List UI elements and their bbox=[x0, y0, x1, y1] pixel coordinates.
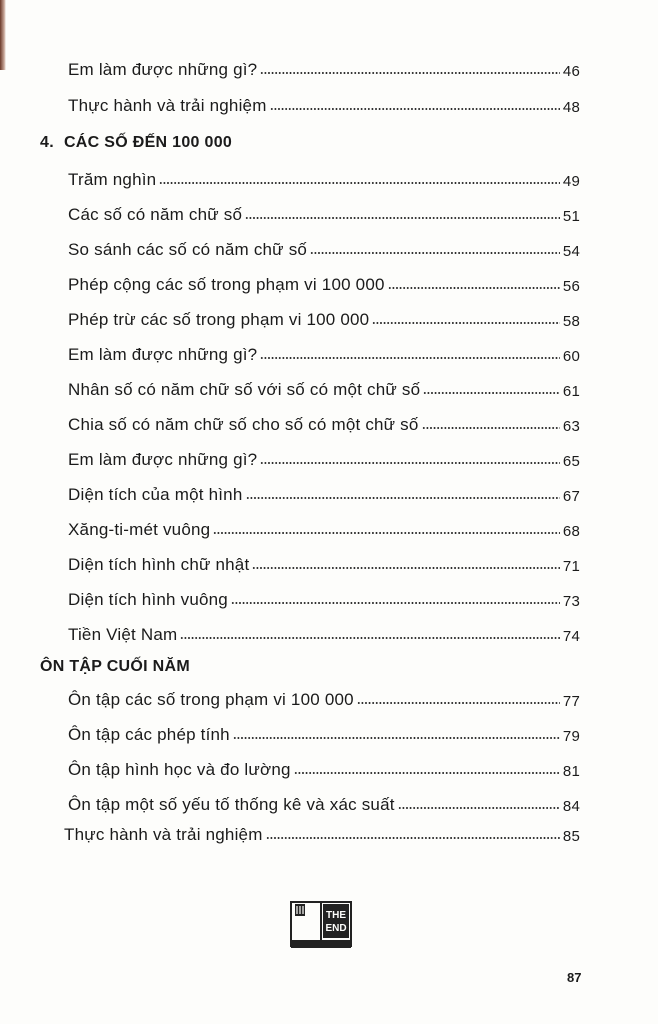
toc-entry-page: 79 bbox=[562, 728, 580, 745]
toc-entry-title: Em làm được những gì? bbox=[68, 345, 258, 364]
toc-entry-page: 67 bbox=[562, 488, 580, 505]
toc-entry[interactable] bbox=[68, 754, 580, 780]
section-title: CÁC SỐ ĐẾN 100 000 bbox=[63, 134, 233, 151]
toc-entry[interactable] bbox=[68, 789, 580, 815]
toc-entry-page: 61 bbox=[562, 383, 580, 400]
dot-leader bbox=[266, 836, 560, 840]
toc-entry-page: 54 bbox=[562, 243, 580, 260]
toc-entry-page: 48 bbox=[562, 99, 580, 116]
toc-entry[interactable] bbox=[68, 90, 580, 116]
toc-entry-page: 56 bbox=[562, 278, 580, 295]
toc-entry-title: Em làm được những gì? bbox=[68, 450, 258, 469]
toc-entry-title: Thực hành và trải nghiệm bbox=[68, 96, 267, 115]
toc-entry[interactable] bbox=[68, 304, 580, 330]
toc-entry-page: 46 bbox=[562, 63, 580, 80]
toc-entry[interactable] bbox=[68, 269, 580, 295]
toc-entry-title: So sánh các số có năm chữ số bbox=[68, 240, 308, 259]
toc-entry-page: 84 bbox=[562, 798, 580, 815]
toc-entry-title: Diện tích hình chữ nhật bbox=[68, 555, 250, 574]
toc-entry-page: 58 bbox=[562, 313, 580, 330]
toc-entry-page: 73 bbox=[562, 593, 580, 610]
toc-entry[interactable] bbox=[68, 684, 580, 710]
dot-leader bbox=[213, 531, 560, 535]
dot-leader bbox=[310, 251, 560, 255]
toc-entry-page: 68 bbox=[562, 523, 580, 540]
toc-entry[interactable] bbox=[68, 584, 580, 610]
toc-entry-title: Diện tích của một hình bbox=[68, 485, 243, 504]
toc-entry[interactable] bbox=[68, 619, 580, 645]
toc-entry[interactable] bbox=[68, 444, 580, 470]
toc-entry-title: Ôn tập một số yếu tố thống kê và xác suất bbox=[68, 795, 395, 814]
toc-entry-title: Tiền Việt Nam bbox=[68, 625, 178, 644]
toc-entry[interactable] bbox=[68, 549, 580, 575]
toc-entry-page: 60 bbox=[562, 348, 580, 365]
dot-leader bbox=[398, 806, 560, 810]
toc-entry[interactable] bbox=[68, 339, 580, 365]
toc-entry-title: Trăm nghìn bbox=[68, 170, 157, 189]
dot-leader bbox=[246, 496, 560, 500]
toc-entry[interactable] bbox=[68, 409, 580, 435]
toc-entry-title: Ôn tập các số trong phạm vi 100 000 bbox=[68, 690, 354, 709]
dot-leader bbox=[252, 566, 560, 570]
toc-entry-page: 63 bbox=[562, 418, 580, 435]
dot-leader bbox=[233, 736, 560, 740]
section-heading-review bbox=[40, 650, 190, 676]
section-title: ÔN TẬP CUỐI NĂM bbox=[40, 658, 190, 675]
toc-entry-page: 77 bbox=[562, 693, 580, 710]
toc-entry-page: 71 bbox=[562, 558, 580, 575]
section-number: 4. bbox=[40, 134, 54, 151]
toc-entry-title: Diện tích hình vuông bbox=[68, 590, 228, 609]
toc-entry[interactable] bbox=[68, 234, 580, 260]
toc-entry-title: Xăng-ti-mét vuông bbox=[68, 520, 211, 539]
dot-leader bbox=[245, 216, 560, 220]
toc-entry[interactable] bbox=[68, 54, 580, 80]
toc-entry[interactable] bbox=[68, 374, 580, 400]
dot-leader bbox=[372, 321, 560, 325]
toc-entry[interactable] bbox=[68, 514, 580, 540]
toc-entry-title: Phép cộng các số trong phạm vi 100 000 bbox=[68, 275, 385, 294]
toc-entry-title: Chia số có năm chữ số cho số có một chữ số bbox=[68, 415, 419, 434]
toc-entry[interactable] bbox=[68, 479, 580, 505]
toc-entry[interactable] bbox=[68, 199, 580, 225]
toc-entry-page: 81 bbox=[562, 763, 580, 780]
toc-entry-title: Phép trừ các số trong phạm vi 100 000 bbox=[68, 310, 370, 329]
toc-entry-title: Nhân số có năm chữ số với số có một chữ số bbox=[68, 380, 421, 399]
logo-text-line1: THE bbox=[326, 910, 346, 921]
toc-entry-title: Thực hành và trải nghiệm bbox=[64, 825, 263, 844]
toc-entry-page: 85 bbox=[562, 828, 580, 845]
dot-leader bbox=[357, 701, 560, 705]
dot-leader bbox=[294, 771, 560, 775]
toc-entry-title: Ôn tập các phép tính bbox=[68, 725, 230, 744]
dot-leader bbox=[180, 636, 560, 640]
dot-leader bbox=[270, 107, 560, 111]
page-number: 87 bbox=[567, 970, 582, 985]
dot-leader bbox=[231, 601, 560, 605]
dot-leader bbox=[388, 286, 560, 290]
logo-text-line2: END bbox=[325, 923, 347, 934]
toc-entry[interactable] bbox=[64, 819, 580, 845]
dot-leader bbox=[260, 356, 560, 360]
toc-entry-page: 74 bbox=[562, 628, 580, 645]
dot-leader bbox=[260, 461, 560, 465]
toc-entry-title: Ôn tập hình học và đo lường bbox=[68, 760, 291, 779]
dot-leader bbox=[422, 426, 560, 430]
toc-entry-title: Em làm được những gì? bbox=[68, 60, 258, 79]
the-end-book-icon bbox=[290, 900, 352, 950]
dot-leader bbox=[260, 71, 560, 75]
dot-leader bbox=[423, 391, 560, 395]
toc-entry-page: 65 bbox=[562, 453, 580, 470]
toc-entry-page: 51 bbox=[562, 208, 580, 225]
page-edge-shadow bbox=[0, 0, 6, 70]
toc-entry-page: 49 bbox=[562, 173, 580, 190]
dot-leader bbox=[159, 181, 560, 185]
section-heading-4 bbox=[40, 126, 232, 152]
toc-entry[interactable] bbox=[68, 719, 580, 745]
toc-entry[interactable] bbox=[68, 164, 580, 190]
toc-entry-title: Các số có năm chữ số bbox=[68, 205, 243, 224]
